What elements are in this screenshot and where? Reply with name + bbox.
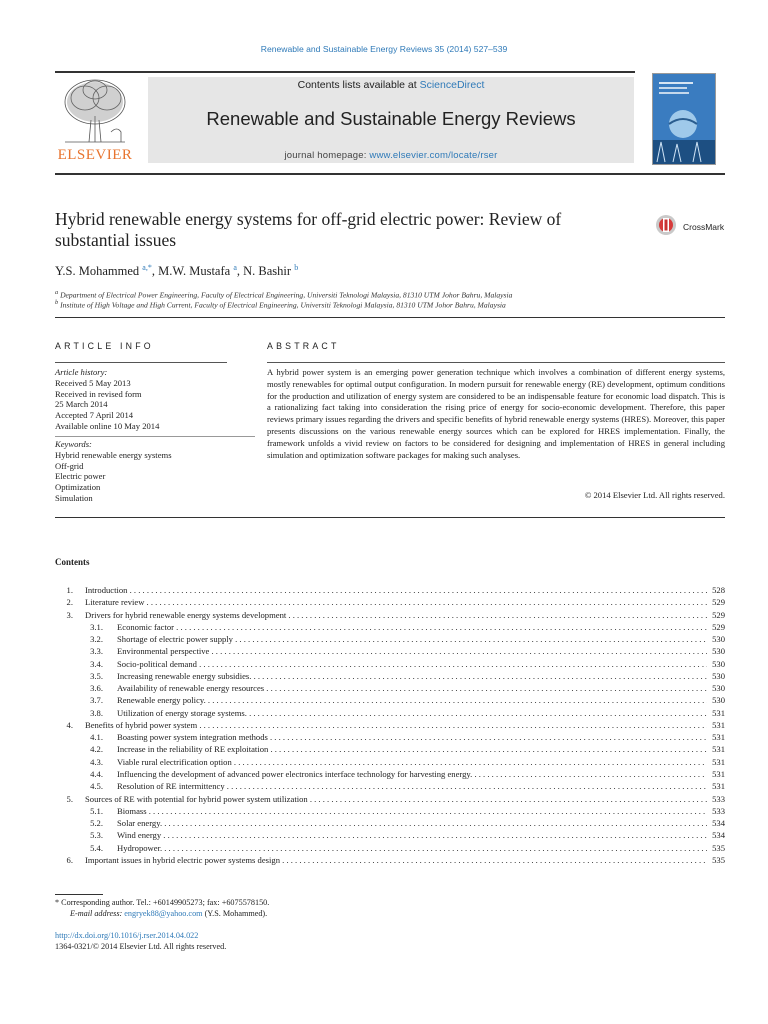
- toc-page-number: 531: [707, 731, 725, 743]
- toc-page-number: 531: [707, 707, 725, 719]
- toc-entry[interactable]: [55, 842, 725, 854]
- toc-page-number: 535: [707, 842, 725, 854]
- toc-entry[interactable]: [55, 633, 725, 645]
- toc-number: 3.4.: [90, 658, 103, 669]
- toc-title[interactable]: Biomass . . .: [117, 805, 707, 817]
- crossmark-label[interactable]: CrossMark: [683, 222, 725, 232]
- email-link[interactable]: engryek88@yahoo.com: [124, 909, 203, 918]
- toc-entry[interactable]: [55, 694, 725, 706]
- toc-title[interactable]: Drivers for hybrid renewable energy systems development . . .: [85, 609, 707, 621]
- toc-page-number: 530: [707, 682, 725, 694]
- toc-number: 5.4.: [90, 842, 103, 853]
- toc-title[interactable]: Socio-political demand . . .: [117, 658, 707, 670]
- toc-page-number: 530: [707, 670, 725, 682]
- keyword: Simulation: [55, 492, 93, 503]
- toc-entry[interactable]: [55, 854, 725, 866]
- toc-number: 3.2.: [90, 634, 103, 645]
- toc-title[interactable]: Availability of renewable energy resources . . .: [117, 682, 707, 694]
- affiliations-rule: [55, 317, 725, 318]
- toc-number: 3.: [66, 609, 73, 620]
- toc-number: 4.: [66, 719, 73, 730]
- toc-number: 4.3.: [90, 756, 103, 767]
- article-history: Article history: Received 5 May 2013 Received in revised form 25 March 2014 Accepted 7 April 2014 Available online 10 May 2014: [55, 367, 160, 431]
- toc-number: 5.1.: [90, 805, 103, 816]
- journal-cover[interactable]: [652, 73, 716, 165]
- toc-title[interactable]: Wind energy . . .: [117, 829, 707, 841]
- footnote-rule: [55, 894, 103, 895]
- abstract-text: A hybrid power system is an emerging power generation technique which involves a combination of different energy systems, mostly renewables for optimal output configuration. In modern pursuit for renewable energy (RE) development, optimum conditions for the production and utilization of energy system are considered to be an indispensable feature for economic load dispatch. This is a rationalizing fact taking into consideration the rising price of energy for socio-economic development. Therefore, this paper reviews primary issues regarding the drivers and specific benefits of hybrid renewable energy systems (HRES). Moreover, this paper presents discussions on the various renewable energy sources which can be explored for HRES implementation. Finally, the framework unfolds a vivid review on factors to be considered for designing and implementation of HRES in general including simulation and optimization software packages for making such analyses.: [267, 367, 725, 460]
- affiliation-b: $^b$ Institute of High Voltage and High Current, Faculty of Electrical Engineering, Universiti Teknologi Malaysia, 81310 UTM Johor Bahru, Malaysia: [55, 299, 506, 310]
- toc-entry[interactable]: [55, 670, 725, 682]
- issn-copyright: 1364-0321/© 2014 Elsevier Ltd. All rights reserved.: [55, 942, 227, 951]
- sciencedirect-link[interactable]: ScienceDirect: [419, 79, 485, 91]
- toc-title[interactable]: Increasing renewable energy subsidies. . . .: [117, 670, 707, 682]
- keyword: Electric power: [55, 471, 106, 482]
- toc-entry[interactable]: [55, 658, 725, 670]
- toc-entry[interactable]: [55, 609, 725, 621]
- toc-number: 5.: [66, 793, 73, 804]
- toc-page-number: 531: [707, 768, 725, 780]
- toc-page-number: 533: [707, 793, 725, 805]
- toc-page-number: 535: [707, 854, 725, 866]
- header-rule: [55, 71, 635, 73]
- abstract-bottom-rule: [55, 517, 725, 518]
- toc-title[interactable]: Utilization of energy storage systems. . . .: [117, 707, 707, 719]
- toc-entry[interactable]: [55, 621, 725, 633]
- keyword: Hybrid renewable energy systems: [55, 449, 172, 460]
- toc-page-number: 529: [707, 621, 725, 633]
- history-keywords-divider: [55, 436, 255, 437]
- contents-available: [148, 79, 634, 91]
- toc-entry[interactable]: [55, 793, 725, 805]
- contents-heading: Contents: [55, 557, 90, 567]
- toc-number: 6.: [66, 854, 73, 865]
- toc-title[interactable]: Important issues in hybrid electric power systems design . . .: [85, 854, 707, 866]
- keyword: Off-grid: [55, 460, 84, 471]
- journal-name: Renewable and Sustainable Energy Reviews: [206, 108, 576, 129]
- toc-page-number: 531: [707, 743, 725, 755]
- toc-page-number: 534: [707, 829, 725, 841]
- doi-link[interactable]: http://dx.doi.org/10.1016/j.rser.2014.04.022: [55, 931, 199, 940]
- keyword: Optimization: [55, 482, 101, 493]
- toc-entry[interactable]: [55, 805, 725, 817]
- toc-page-number: 534: [707, 817, 725, 829]
- toc-title[interactable]: Renewable energy policy. . . .: [117, 694, 707, 706]
- toc-page-number: 533: [707, 805, 725, 817]
- toc-entry[interactable]: [55, 584, 725, 596]
- toc-entry[interactable]: [55, 596, 725, 608]
- header-bottom-rule: [55, 173, 725, 175]
- toc-title[interactable]: Sources of RE with potential for hybrid power system utilization . . .: [85, 793, 707, 805]
- toc-number: 4.2.: [90, 744, 103, 755]
- toc-number: 5.2.: [90, 818, 103, 829]
- homepage-prefix: journal homepage:: [284, 150, 370, 161]
- toc-entry[interactable]: [55, 780, 725, 792]
- toc-title[interactable]: Introduction . . .: [85, 584, 707, 596]
- toc-entry[interactable]: [55, 682, 725, 694]
- toc-page-number: 528: [707, 584, 725, 596]
- toc-page-number: 530: [707, 694, 725, 706]
- toc-title[interactable]: Boasting power system integration methods . . .: [117, 731, 707, 743]
- toc-number: 4.5.: [90, 781, 103, 792]
- toc-title[interactable]: Resolution of RE intermittency . . .: [117, 780, 707, 792]
- article-title: Hybrid renewable energy systems for off-grid electric power: Review of substantial issues: [55, 209, 562, 250]
- toc-number: 3.3.: [90, 646, 103, 657]
- author-list: Y.S. Mohammed $^{a,*}$, M.W. Mustafa $^a$, N. Bashir $^b$: [55, 263, 299, 279]
- toc-number: 1.: [66, 585, 73, 595]
- toc-page-number: 530: [707, 658, 725, 670]
- article-info-heading: ARTICLE INFO: [55, 341, 154, 351]
- toc-title[interactable]: Economic factor . . .: [117, 621, 707, 633]
- toc-page-number: 531: [707, 780, 725, 792]
- toc-page-number: 531: [707, 756, 725, 768]
- toc-number: 3.1.: [90, 621, 103, 632]
- author[interactable]: N. Bashir $^b$: [243, 263, 299, 279]
- toc-number: 5.3.: [90, 830, 103, 841]
- elsevier-wordmark: ELSEVIER: [57, 147, 133, 163]
- toc-page-number: 531: [707, 719, 725, 731]
- toc-number: 3.5.: [90, 670, 103, 681]
- journal-homepage: [148, 150, 634, 161]
- crossmark-icon[interactable]: [655, 211, 675, 239]
- toc-title[interactable]: Increase in the reliability of RE exploitation . . .: [117, 743, 707, 755]
- toc-page-number: 530: [707, 645, 725, 657]
- toc-entry[interactable]: [55, 645, 725, 657]
- toc-title[interactable]: Environmental perspective . . .: [117, 645, 707, 657]
- toc-title[interactable]: Shortage of electric power supply . . .: [117, 633, 707, 645]
- toc-title[interactable]: Influencing the development of advanced power electronics interface technology for harvesting energy. . . .: [117, 768, 707, 780]
- toc-number: 2.: [66, 597, 73, 608]
- toc-number: 4.1.: [90, 732, 103, 743]
- toc-entry[interactable]: [55, 731, 725, 743]
- toc-number: 3.8.: [90, 707, 103, 718]
- toc-number: 4.4.: [90, 768, 103, 779]
- contents-available-prefix: Contents lists available at: [297, 79, 420, 91]
- abstract-rule: [267, 362, 725, 363]
- homepage-link[interactable]: www.elsevier.com/locate/rser: [369, 150, 498, 161]
- author[interactable]: Y.S. Mohammed $^{a,*}$: [55, 263, 152, 279]
- toc-title[interactable]: Literature review . . .: [85, 596, 707, 608]
- table-of-contents: [55, 584, 725, 866]
- toc-entry[interactable]: [55, 743, 725, 755]
- toc-entry[interactable]: [55, 707, 725, 719]
- article-info-rule: [55, 362, 227, 363]
- toc-number: 3.6.: [90, 683, 103, 694]
- toc-title[interactable]: Solar energy. . . .: [117, 817, 707, 829]
- toc-title[interactable]: Benefits of hybrid power system . . .: [85, 719, 707, 731]
- journal-citation[interactable]: Renewable and Sustainable Energy Reviews 35 (2014) 527–539: [260, 44, 508, 54]
- toc-entry[interactable]: [55, 719, 725, 731]
- toc-entry[interactable]: [55, 756, 725, 768]
- toc-entry[interactable]: [55, 768, 725, 780]
- toc-page-number: 529: [707, 609, 725, 621]
- toc-title[interactable]: Viable rural electrification option . . .: [117, 756, 707, 768]
- toc-entry[interactable]: [55, 829, 725, 841]
- keywords: Keywords: Hybrid renewable energy systems Off-grid Electric power Optimization Simulation: [55, 439, 255, 504]
- toc-entry[interactable]: [55, 817, 725, 829]
- author[interactable]: M.W. Mustafa $^a$: [158, 263, 237, 279]
- affiliation-a: $^a$ Department of Electrical Power Engineering, Faculty of Electrical Engineering, Universiti Teknologi Malaysia, 81310 UTM Johor Bahru, Malaysia: [55, 289, 513, 300]
- toc-page-number: 530: [707, 633, 725, 645]
- abstract-copyright: © 2014 Elsevier Ltd. All rights reserved.: [584, 490, 725, 500]
- toc-title[interactable]: Hydropower. . . .: [117, 842, 707, 854]
- toc-page-number: 529: [707, 596, 725, 608]
- email-note: E-mail address: engryek88@yahoo.com (Y.S. Mohammed).: [70, 909, 268, 918]
- corresponding-author-note: * Corresponding author. Tel.: +60149905273; fax: +6075578150.: [55, 898, 270, 907]
- toc-number: 3.7.: [90, 695, 103, 706]
- abstract-heading: ABSTRACT: [267, 341, 340, 351]
